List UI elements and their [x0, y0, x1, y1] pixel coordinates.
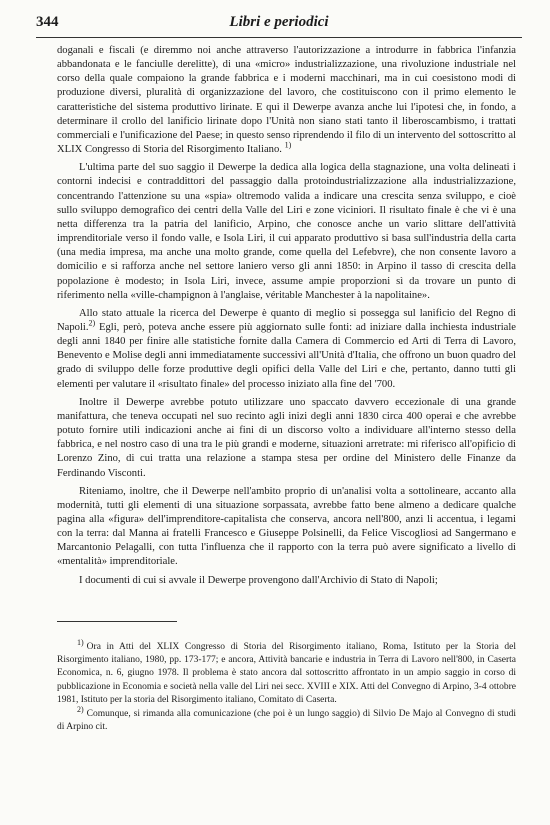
- paragraph-text: Allo stato attuale la ricerca del Dewerpe è quanto di meglio si possegga sul lanificio del Regno di Napoli.: [57, 307, 516, 333]
- paragraph: [57, 44, 516, 157]
- body-text: [57, 44, 516, 592]
- paragraph: Inoltre il Dewerpe avrebbe potuto utilizzare uno spaccato davvero eccezionale di una grande manifattura, che teneva occupati nel suo recinto agli inizi degli anni 1830 circa 400 operai e che avrebbe potuto fornire utili indicazioni anche ai fini di un discorso volto a individuare all'interno stesso della fabbrica, e nel nostro caso di una tra le più grandi e moderne, situazioni arretrate: mi riferisco all'opificio di Lorenzo Zino, di cui tratta una relazione a stampa stesa per ordine del Ministero delle Finanze da Ferdinando Visconti.: [57, 396, 516, 479]
- page-header: [36, 14, 522, 36]
- footnote-number: 2): [77, 704, 84, 714]
- footnote-ref: 2): [88, 318, 96, 328]
- paragraph-text: Egli, però, poteva anche essere più aggiornato sulle fonti: ad iniziare dalla inchiesta industriale degli anni 1840 per finire alle statistiche fornite dalla Camera di Commercio ed Arti di Terra di Lavoro, Benevento e Molise degli anni immediatamente successivi all'Unità d'Italia, che offrono un buon quadro del grado di sviluppo delle forze produttive degli opifici della Valle del Liri e che, pertanto, danno tutti gli elementi per valutare il «risultato finale» del processo iniziato alla fine del '700.: [57, 321, 516, 390]
- header-rule: [36, 37, 522, 38]
- paragraph: [57, 307, 516, 392]
- page-number: 344: [36, 14, 59, 30]
- footnote: [57, 704, 516, 734]
- footnote-ref: 1): [284, 140, 292, 150]
- footnote-text: Ora in Atti del XLIX Congresso di Storia del Risorgimento italiano, Roma, Istituto per la Storia del Risorgimento italiano, 1980, pp. 173-177; e ancora, Attività bancarie e industria in Terra di Lavoro nell'800, in Caserta Economica, n. 6, giugno 1978. Il problema è stato ancora dal sottoscritto affrontato in un ampio saggio in corso di pubblicazione in Economia e società nella valle del Liri nei secc. XVIII e XIX. Atti del Convegno di Arpino, 3-4 ottobre 1981, Istituto per la storia del Risorgimento italiano, Comitato di Caserta.: [57, 642, 516, 705]
- paragraph: I documenti di cui si avvale il Dewerpe provengono dall'Archivio di Stato di Napoli;: [79, 574, 438, 586]
- paragraph-text: doganali e fiscali (e diremmo noi anche attraverso l'autorizzazione a introdurre in fabbrica l'infanzia abbandonata e le fanciulle derelitte), di una «micro» industrializzazione, una rivoluzione industriale nel corso della quale compaiono la grande fabbrica e i moderni macchinari, ma in cui coesistono modi di produzione diversi, pluralità di organizzazione del lavoro, che costituiscono con il primo elemento le caratteristiche del sistema produttivo lirinate. E qui il Dewerpe avanza anche lui l'ipotesi che, in fondo, a determinare il crollo del lanificio lirinate dopo l'Unità non siano stati tanto il liberoscambismo, i trattati commerciali e l'unificazione del Paese; in questo senso riprendendo il filo di un intervento del sottoscritto al XLIX Congresso di Storia del Risorgimento Italiano.: [57, 45, 516, 156]
- footnote-number: 1): [77, 637, 84, 647]
- running-title: Libri e periodici: [229, 14, 329, 30]
- paragraph: L'ultima parte del suo saggio il Dewerpe la dedica alla logica della stagnazione, una volta delineati i contorni indecisi e contraddittori del passaggio dalla protoindustrializzazione alla industrializzazione, concentrando l'attenzione su una «spia» oltremodo valida a indicare una crescita senza sviluppo, e cioè sullo sviluppo demografico dei centri della Valle del Liri e zone viciniori. Il risultato finale è che vi è una netta differenza tra la patria del lanificio, Arpino, che conosce anche un vario slittare dell'attività imprenditoriale verso il fondo valle, e Isola Liri, il cui apparato produttivo si basa sull'industria della carta (una media impresa, ma anche una molto grande, come quella del Lefebvre), che non consente lavoro a domicilio e si rafforza anche nel settore laniero verso gli anni 1850: in Arpino il tasso di crescita della popolazione è modesto; in Isola Liri, invece, assume ampie proporzioni sì da trovare un punto di riferimento nella «ville-champignon à l'anglaise, véritable Manchester à la napolitaine».: [57, 162, 516, 301]
- footnote-rule: [57, 621, 177, 622]
- footnotes: [57, 637, 516, 735]
- footnote: [57, 637, 516, 707]
- paragraph: Riteniamo, inoltre, che il Dewerpe nell'ambito proprio di un'analisi volta a sottolineare, accanto alla modernità, tutti gli elementi di una situazione sorpassata, avrebbe fatto bene almeno a dedicare qualche pagina alla «figura» dell'imprenditore-capitalista che conserva, ancora nell'800, anzi li accentua, i legami con la terra: dal Manna ai fratelli Francesco e Giuseppe Polsinelli, da Felice Viscogliosi ad Sangermano e Marcantonio Pelagalli, con tutta l'influenza che il rapporto con la terra può avere significato a livello di «mentalità» imprenditoriale.: [57, 485, 516, 568]
- footnote-text: Comunque, si rimanda alla comunicazione (che poi è un lungo saggio) di Silvio De Majo al Convegno di studi di Arpino cit.: [57, 709, 516, 733]
